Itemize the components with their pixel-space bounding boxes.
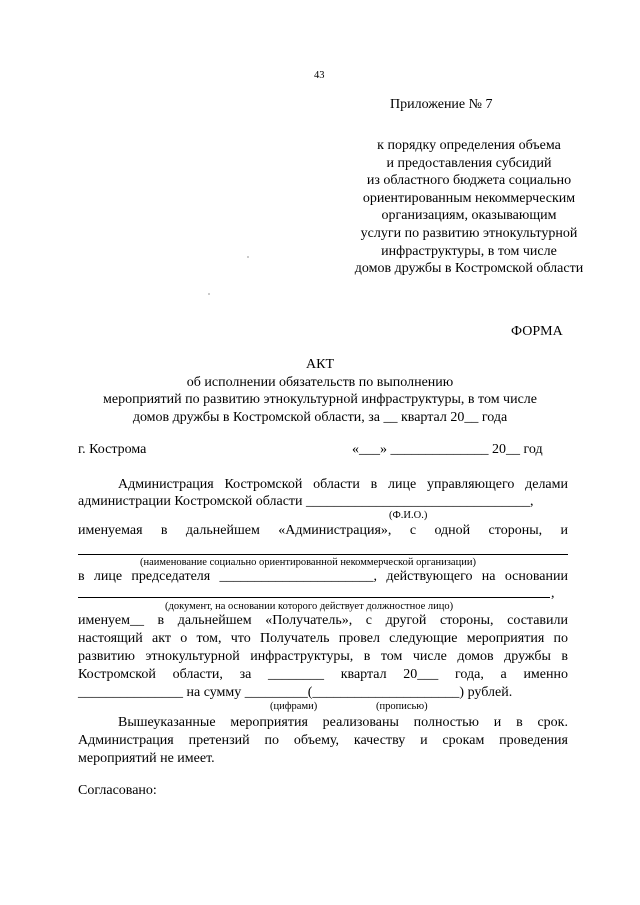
paragraph-1-line: именуемая в дальнейшем «Администрация», с одной стороны, и: [78, 523, 568, 538]
appendix-line: ориентированным некоммерческим: [362, 190, 576, 206]
act-title-line: мероприятий по развитию этнокультурной инфраструктуры, в том числе: [103, 392, 537, 408]
agreed-label: Согласовано:: [78, 783, 157, 798]
act-heading: [60, 356, 580, 426]
paragraph-1-line: администрации Костромской области ________________________________,: [78, 494, 534, 509]
appendix-line: домов дружбы в Костромской области: [354, 261, 584, 277]
act-date: «___» ______________ 20__ год: [352, 442, 543, 457]
scan-speck: [247, 256, 249, 258]
document-basis-line: [78, 597, 550, 598]
org-name-line: [78, 554, 568, 555]
appendix-line: и предоставления субсидий: [386, 155, 552, 171]
org-hint: (наименование социально ориентированной некоммерческой организации): [140, 557, 476, 568]
act-title-line: об исполнении обязательств по выполнению: [186, 374, 454, 390]
document-hint: (документ, на основании которого действует должностное лицо): [165, 601, 454, 612]
city: г. Кострома: [78, 442, 147, 457]
document-basis-line-end: ,: [551, 586, 555, 601]
appendix-line: услуги по развитию этнокультурной: [360, 225, 578, 241]
paragraph-3-line: мероприятий не имеет.: [78, 751, 215, 766]
paragraph-2-line: _______________ на сумму _________(_____________________) рублей.: [78, 685, 513, 700]
scan-speck: [208, 293, 210, 295]
appendix-line: инфраструктуры, в том числе: [381, 243, 557, 259]
paragraph-2-line: Костромской области, за ________ квартал 20___ года, а именно: [78, 667, 568, 682]
paragraph-1-line: Администрация Костромской области в лице управляющего делами: [118, 477, 568, 492]
act-title: АКТ: [306, 357, 334, 372]
paragraph-3-line: Вышеуказанные мероприятия реализованы полностью и в срок.: [118, 715, 568, 730]
appendix-line: к порядку определения объема: [377, 138, 561, 153]
form-label: ФОРМА: [511, 324, 563, 339]
paragraph-2-line: развитию этнокультурной инфраструктуры, в том числе домов дружбы в: [78, 649, 568, 664]
appendix-subtitle: [296, 137, 640, 278]
appendix-line: организациям, оказывающим: [381, 208, 557, 224]
page-number: 43: [314, 70, 325, 81]
digits-hint: (цифрами): [270, 701, 318, 712]
words-hint: (прописью): [376, 701, 428, 712]
appendix-title: Приложение № 7: [390, 97, 493, 112]
paragraph-2-line: настоящий акт о том, что Получатель провел следующие мероприятия по: [78, 631, 568, 646]
paragraph-3-line: Администрация претензий по объему, качеству и срокам проведения: [78, 733, 568, 748]
fio-hint: (Ф.И.О.): [389, 510, 428, 521]
act-title-line: домов дружбы в Костромской области, за __ квартал 20__ года: [132, 409, 508, 425]
chairman-line: в лице председателя ______________________, действующего на основании: [78, 569, 568, 584]
paragraph-2-line: именуем__ в дальнейшем «Получатель», с другой стороны, составили: [78, 613, 568, 628]
appendix-line: из областного бюджета социально: [366, 173, 572, 189]
